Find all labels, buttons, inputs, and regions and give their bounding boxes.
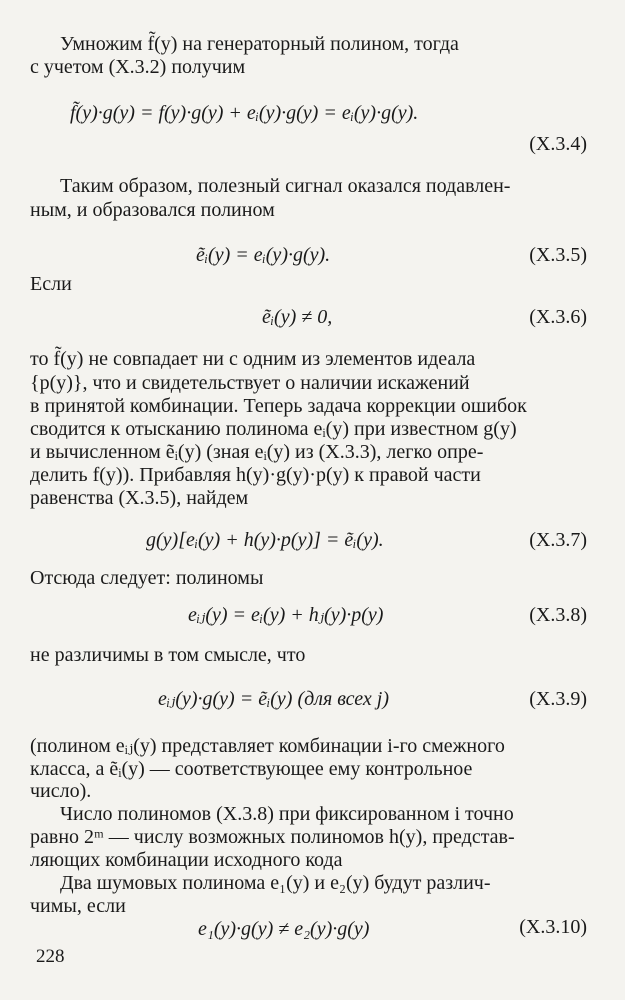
paragraph-2-line-1: Таким образом, полезный сигнал оказался подавлен- <box>60 175 511 197</box>
paragraph-2-line-2: ным, и образовался полином <box>30 199 275 221</box>
paragraph-3-line-1: то f̃(y) не совпадает ни с одним из элементов идеала <box>30 348 476 370</box>
equation-x-3-4: f̃(y)·g(y) = f(y)·g(y) + eᵢ(y)·g(y) = eᵢ(y)·g(y). <box>70 102 419 124</box>
paragraph-8-line-2: чимы, если <box>30 895 126 917</box>
paragraph-1-line-2: с учетом (X.3.2) получим <box>30 56 246 78</box>
paragraph-1-line-1: Умножим f̃(y) на генераторный полином, тогда <box>60 33 459 55</box>
paragraph-7-line-3: ляющих комбинации исходного кода <box>30 849 343 871</box>
equation-number-x-3-4: (X.3.4) <box>529 133 587 155</box>
paragraph-6-line-2: класса, а ẽᵢ(y) — соответствующее ему контрольное <box>30 758 473 780</box>
paragraph-3-line-6: делить f(y)). Прибавляя h(y)·g(y)·p(y) к правой части <box>30 464 481 486</box>
paragraph-6-line-1: (полином eᵢⱼ(y) представляет комбинации i-го смежного <box>30 735 505 757</box>
paragraph-3-line-4: сводится к отысканию полинома eᵢ(y) при известном g(y) <box>30 418 517 440</box>
paragraph-3-line-5: и вычисленном ẽᵢ(y) (зная eᵢ(y) из (X.3.3), легко опре- <box>30 441 484 463</box>
paragraph-7-line-1: Число полиномов (X.3.8) при фиксированном i точно <box>60 803 514 825</box>
paragraph-3-line-2: {p(y)}, что и свидетельствует о наличии искажений <box>30 372 470 394</box>
equation-number-x-3-7: (X.3.7) <box>529 529 587 551</box>
paragraph-5: не различимы в том смысле, что <box>30 644 306 666</box>
paragraph-3-line-7: равенства (X.3.5), найдем <box>30 487 249 509</box>
equation-number-x-3-5: (X.3.5) <box>529 244 587 266</box>
paragraph-3-line-3: в принятой комбинации. Теперь задача коррекции ошибок <box>30 395 527 417</box>
if-word: Если <box>30 273 72 295</box>
equation-x-3-5: ẽᵢ(y) = eᵢ(y)·g(y). <box>196 244 331 266</box>
paragraph-6-line-3: число). <box>30 780 92 802</box>
paragraph-4: Отсюда следует: полиномы <box>30 567 264 589</box>
equation-number-x-3-6: (X.3.6) <box>529 306 587 328</box>
equation-number-x-3-10: (X.3.10) <box>519 916 587 938</box>
equation-x-3-8: eᵢⱼ(y) = eᵢ(y) + hⱼ(y)·p(y) <box>188 604 384 626</box>
equation-number-x-3-9: (X.3.9) <box>529 688 587 710</box>
equation-number-x-3-8: (X.3.8) <box>529 604 587 626</box>
paragraph-7-line-2: равно 2ᵐ — числу возможных полиномов h(y), представ- <box>30 826 515 848</box>
equation-x-3-7: g(y)[eᵢ(y) + h(y)·p(y)] = ẽᵢ(y). <box>146 529 384 551</box>
equation-x-3-10: e₁(y)·g(y) ≠ e₂(y)·g(y) <box>198 918 370 940</box>
paragraph-8-line-1: Два шумовых полинома e₁(y) и e₂(y) будут различ- <box>60 872 491 894</box>
equation-x-3-6: ẽᵢ(y) ≠ 0, <box>262 306 333 328</box>
equation-x-3-9: eᵢⱼ(y)·g(y) = ẽᵢ(y) (для всех j) <box>158 688 389 710</box>
page-number: 228 <box>36 946 65 967</box>
